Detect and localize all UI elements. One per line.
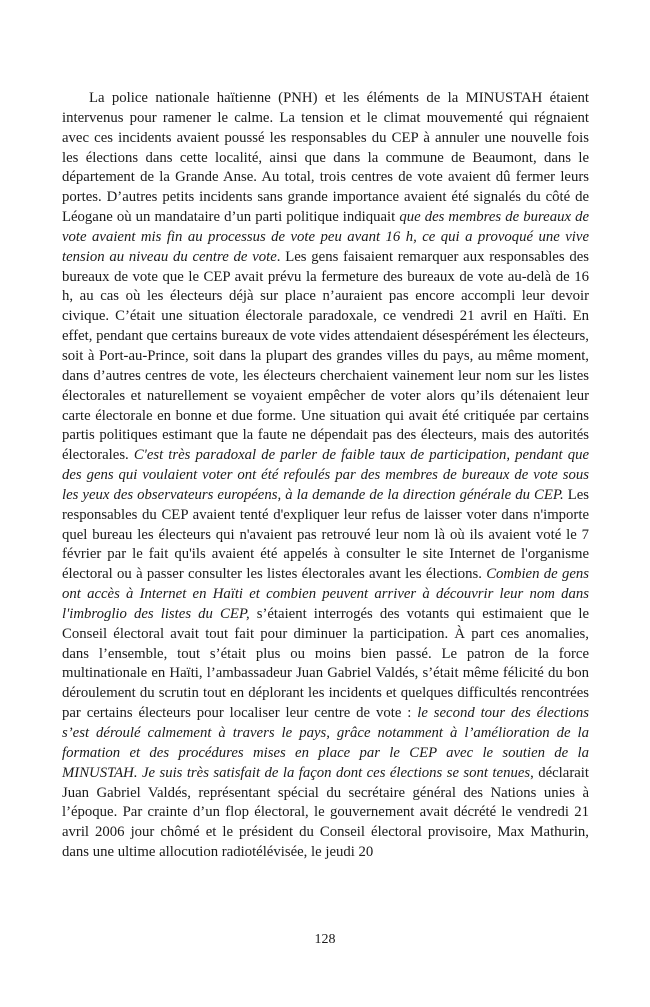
text-segment: , déclarait Juan Gabriel Valdés, représentant spécial du secrétaire général des Nations unies à l’époque. Par crainte d’un flop électoral, le gouvernement avait décrété le vendredi 21 avril 2006 jour chômé et le président du Conseil électoral provisoire, Max Mathurin, dans une ultime allocution radiotélévisée, le jeudi 20	[62, 764, 589, 861]
text-segment: Les responsables du CEP avaient tenté d'expliquer leur refus de laisser voter dans n'importe quel bureau les électeurs qui n'avaient pas retrouvé leur nom là où ils avaient voté le 7 février par le fait qu'ils avaient été appelés à consulter le site Internet de l'organisme électoral ou à passer consulter les listes électorales avant les élections.	[62, 486, 590, 583]
text-segment: La police nationale haïtienne (PNH) et les éléments de la MINUSTAH étaient intervenus pour ramener le calme. La tension et le climat mouvementé qui régnaient avec ces incidents avaient poussé les responsables du CEP à annuler une nouvelle fois les élections dans cette localité, ainsi que dans la commune de Beaumont, dans le département de la Grande Anse. Au total, trois centres de vote avaient dû fermer leurs portes. D’autres petits incidents sans grande importance avaient été signalés du côté de Léogane où un mandataire d’un parti politique indiquait	[62, 90, 589, 226]
quote-segment: Combien de gens ont accès à Internet en Haïti et combien peuvent arriver à découvrir leur nom dans l'imbroglio des listes du CEP,	[62, 566, 589, 622]
quote-segment: que des membres de bureaux de vote avaient mis fin au processus de vote peu avant 16 h, ce qui a provoqué une vive tension au niveau du centre de vote	[62, 209, 589, 265]
text-segment: s’étaient interrogés des votants qui estimaient que le Conseil électoral avait tout fait pour diminuer la participation. À part ces anomalies, dans l’ensemble, tout s’était plus ou moins bien passé. Le patron de la force multinationale en Haïti, l’ambassadeur Juan Gabriel Valdés, s’était même félicité du bon déroulement du scrutin tout en déplorant les incidents et quelques difficultés rencontrées par certains électeurs pour localiser leur centre de vote :	[62, 605, 589, 722]
quote-segment: le second tour des élections s’est déroulé calmement à travers le pays, grâce notamment à l’amélioration de la formation et des procédures mises en place par le CEP avec le soutien de la MINUSTAH. Je suis très satisfait de la façon dont ces élections se sont tenues	[62, 705, 589, 781]
paragraph	[62, 89, 589, 863]
quote-segment: C'est très paradoxal de parler de faible taux de participation, pendant que des gens qui voulaient voter ont été refoulés par des membres de bureaux de vote sous les yeux des observateurs européens, à la demande de la direction générale du CEP.	[62, 447, 589, 503]
text-segment: . Les gens faisaient remarquer aux responsables des bureaux de vote que le CEP avait prévu la fermeture des bureaux de vote au-delà de 16 h, au cas où les électeurs déjà sur place n’auraient pas encore accompli leur devoir civique. C’était une situation électorale paradoxale, ce vendredi 21 avril en Haïti. En effet, pendant que certains bureaux de vote vides attendaient désespérément les électeurs, soit à Port-au-Prince, soit dans la plupart des grandes villes du pays, au même moment, dans d’autres centres de vote, les électeurs cherchaient vainement leur nom sur les listes électorales et naturellement se voyaient empêcher de voter alors qu’ils détenaient leur carte électorale en bonne et due forme. Une situation qui avait été critiquée par certains partis politiques estimant que la faute ne dépendait pas des électeurs, mais des autorités électorales.	[62, 248, 590, 464]
page-number: 128	[314, 932, 336, 947]
page-body	[62, 89, 589, 863]
